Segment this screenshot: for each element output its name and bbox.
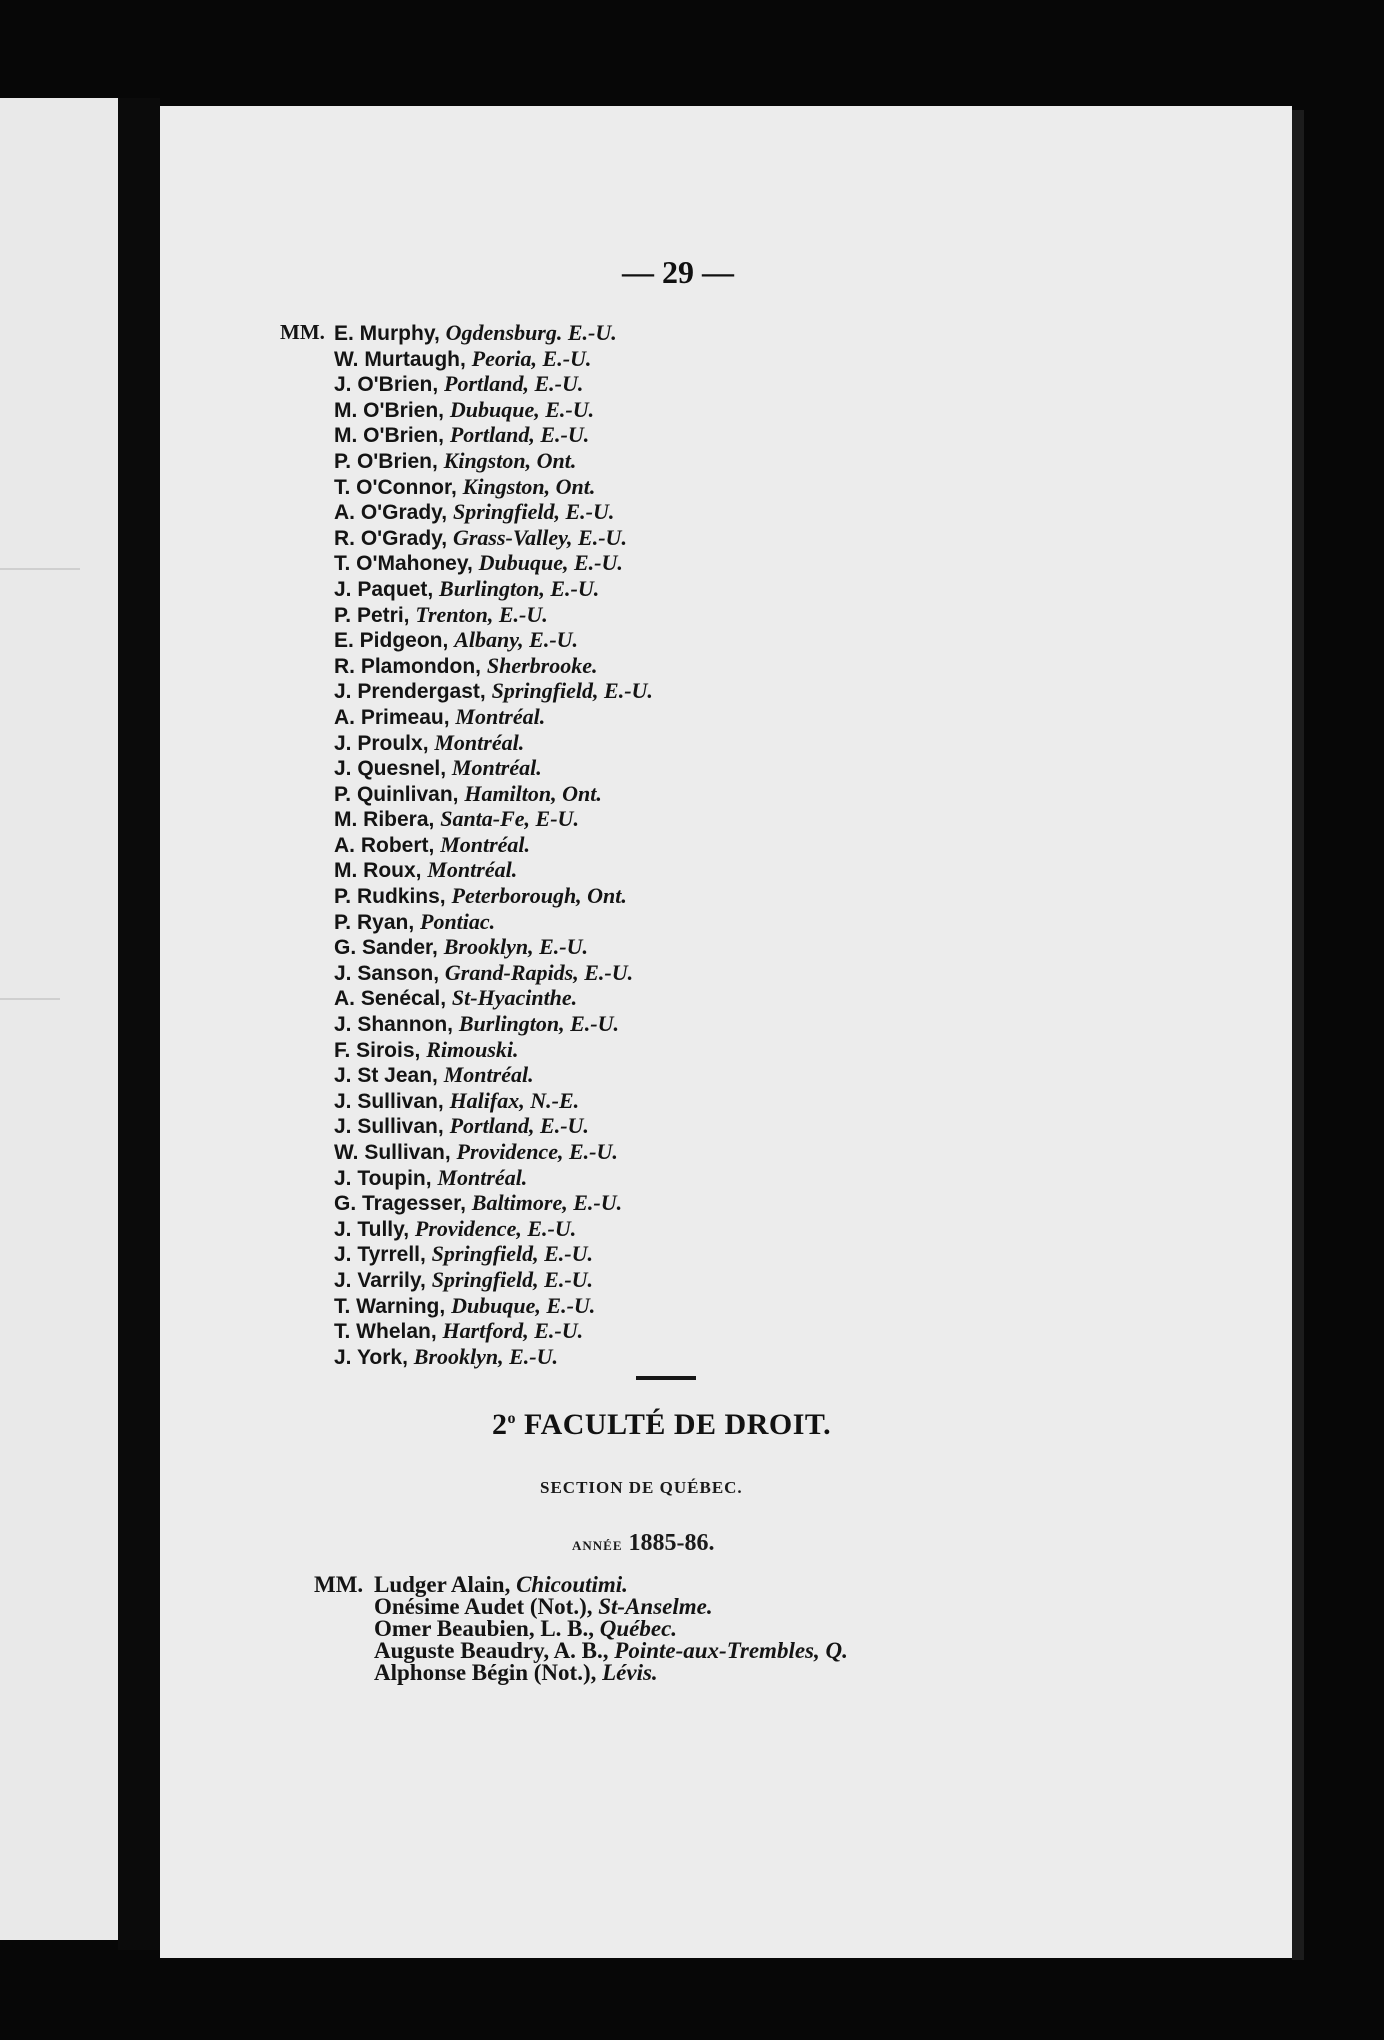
person-name: P. Petri, <box>334 603 410 627</box>
list-item <box>334 704 653 730</box>
person-name: J. Prendergast, <box>334 680 486 704</box>
facing-page-bleed-mark <box>0 998 60 1000</box>
person-place: Montréal. <box>427 857 518 883</box>
page-number: — 29 — <box>622 254 734 290</box>
list-item <box>334 371 653 397</box>
person-name: P. Rudkins, <box>334 885 446 909</box>
person-place: Rimouski. <box>426 1036 519 1062</box>
list-item <box>334 678 653 704</box>
facing-page-bleed-mark <box>0 568 80 570</box>
list-item <box>334 1088 653 1114</box>
list-item <box>334 1113 653 1139</box>
person-name: M. Ribera, <box>334 808 435 832</box>
list-item <box>334 602 653 628</box>
book-gutter <box>118 98 160 1950</box>
person-name: M. O'Brien, <box>334 398 445 422</box>
section-subtitle: SECTION DE QUÉBEC. <box>540 1478 743 1497</box>
page-edge-shadow <box>1292 110 1304 1960</box>
person-place: Montréal. <box>451 755 542 781</box>
list-item <box>334 806 653 832</box>
person-place: Sherbrooke. <box>486 652 598 678</box>
person-place: Dubuque, E.-U. <box>449 396 595 422</box>
person-place: Kingston, Ont. <box>462 473 596 499</box>
person-place: Portland, E.-U. <box>449 422 590 448</box>
list-item <box>334 627 653 653</box>
person-place: Albany, E.-U. <box>454 627 579 653</box>
person-name: J. Sanson, <box>334 961 440 985</box>
year-label: ANNÉE <box>572 1538 623 1553</box>
list-item <box>334 1241 653 1267</box>
list-item <box>334 985 653 1011</box>
list-item <box>334 550 653 576</box>
person-place: Providence, E.-U. <box>414 1215 577 1241</box>
person-name: R. Plamondon, <box>334 654 481 678</box>
person-name: J. Shannon, <box>334 1013 454 1037</box>
person-place: Springfield, E.-U. <box>491 678 653 704</box>
person-name: J. Quesnel, <box>334 757 447 781</box>
person-place: Grand-Rapids, E.-U. <box>444 959 634 985</box>
person-name: T. O'Connor, <box>334 475 457 499</box>
list-item <box>334 781 653 807</box>
academic-year <box>572 1530 772 1557</box>
list-item <box>334 525 653 551</box>
list-item <box>374 1618 848 1640</box>
person-place: Ogdensburg. E.-U. <box>445 320 617 345</box>
person-place: Brooklyn, E.-U. <box>413 1343 559 1369</box>
list-item <box>334 576 653 602</box>
list-item <box>374 1596 848 1618</box>
person-place: St-Anselme. <box>598 1594 713 1619</box>
person-name: Alphonse Bégin (Not.), <box>374 1660 597 1685</box>
person-name: A. O'Grady, <box>334 501 448 525</box>
person-name: Onésime Audet (Not.), <box>374 1594 593 1619</box>
list-item <box>334 448 653 474</box>
person-place: Pointe-aux-Trembles, Q. <box>614 1638 848 1663</box>
person-name: J. Toupin, <box>334 1166 432 1190</box>
person-name: E. Murphy, <box>334 322 440 345</box>
list-item <box>334 422 653 448</box>
section-divider <box>636 1376 696 1380</box>
person-name: F. Sirois, <box>334 1038 421 1062</box>
person-name: A. Primeau, <box>334 705 450 729</box>
person-name: J. Sullivan, <box>334 1115 444 1139</box>
person-name: W. Sullivan, <box>334 1141 451 1164</box>
list-item <box>334 1267 653 1293</box>
list-item <box>334 1062 653 1088</box>
list-item <box>334 1139 653 1165</box>
list-item <box>334 755 653 781</box>
person-name: J. Tully, <box>334 1217 410 1241</box>
person-name: G. Sander, <box>334 936 438 960</box>
section-title-text: FACULTÉ DE DROIT. <box>524 1408 832 1441</box>
list-item <box>334 1216 653 1242</box>
facing-page-edge <box>0 98 118 1940</box>
list-item <box>334 1190 653 1216</box>
person-place: Brooklyn, E.-U. <box>443 934 588 960</box>
section-heading <box>492 1408 832 1442</box>
person-name: J. Varrily, <box>334 1268 426 1292</box>
list-item <box>334 960 653 986</box>
list-item <box>334 346 653 372</box>
list-item <box>314 1572 848 1597</box>
person-place: Québec. <box>599 1616 678 1641</box>
section-number: 2 <box>492 1408 508 1441</box>
person-place: Grass-Valley, E.-U. <box>452 524 627 550</box>
person-place: Montréal. <box>434 729 525 755</box>
law-student-list <box>314 1572 848 1685</box>
person-place: Providence, E.-U. <box>456 1139 618 1164</box>
person-place: Burlington, E.-U. <box>439 575 600 601</box>
person-place: Dubuque, E.-U. <box>478 550 623 576</box>
person-place: Springfield, E.-U. <box>431 1266 594 1292</box>
person-place: Montréal. <box>455 703 546 729</box>
person-name: P. O'Brien, <box>334 449 438 473</box>
list-item <box>280 320 653 346</box>
person-place: Springfield, E.-U. <box>431 1241 594 1267</box>
person-place: Baltimore, E.-U. <box>471 1190 623 1216</box>
list-item <box>334 832 653 858</box>
student-list <box>280 320 653 1369</box>
person-place: Santa-Fe, E-U. <box>440 806 579 832</box>
list-item <box>374 1640 848 1662</box>
person-place: Burlington, E.-U. <box>458 1011 620 1037</box>
person-name: J. O'Brien, <box>334 373 439 397</box>
person-name: Omer Beaubien, L. B., <box>374 1616 595 1641</box>
list-prefix: MM. <box>280 320 325 344</box>
person-place: Springfield, E.-U. <box>452 499 615 525</box>
section-ordinal: o <box>507 1410 516 1427</box>
list-item <box>334 653 653 679</box>
person-name: W. Murtaugh, <box>334 347 466 371</box>
person-place: Hartford, E.-U. <box>442 1318 584 1344</box>
list-item <box>334 883 653 909</box>
person-place: Portland, E.-U. <box>444 371 584 397</box>
person-place: Halifax, N.-E. <box>449 1087 580 1113</box>
person-place: Portland, E.-U. <box>449 1113 589 1139</box>
list-item <box>334 857 653 883</box>
person-place: Montréal. <box>440 831 531 857</box>
list-item <box>334 1011 653 1037</box>
person-place: Peoria, E.-U. <box>471 345 592 371</box>
list-item <box>334 1165 653 1191</box>
person-name: T. O'Mahoney, <box>334 552 473 576</box>
list-prefix: MM. <box>314 1572 364 1597</box>
person-place: Hamilton, Ont. <box>464 780 602 806</box>
list-item <box>334 1037 653 1063</box>
person-place: Kingston, Ont. <box>443 447 577 473</box>
person-name: J. Proulx, <box>334 731 429 755</box>
person-name: E. Pidgeon, <box>334 629 449 653</box>
person-name: P. Ryan, <box>334 910 415 934</box>
person-place: Dubuque, E.-U. <box>451 1292 596 1318</box>
person-name: Ludger Alain, <box>374 1572 511 1597</box>
person-name: A. Senécal, <box>334 987 447 1011</box>
list-item <box>334 909 653 935</box>
person-name: J. St Jean, <box>334 1064 438 1088</box>
person-name: M. Roux, <box>334 859 422 883</box>
person-name: Auguste Beaudry, A. B., <box>374 1638 609 1663</box>
person-place: Chicoutimi. <box>516 1572 628 1597</box>
list-item <box>334 474 653 500</box>
list-item <box>334 1293 653 1319</box>
person-name: J. Paquet, <box>334 577 434 601</box>
person-place: St-Hyacinthe. <box>451 985 578 1011</box>
year-value: 1885-86. <box>628 1530 715 1556</box>
list-item <box>334 1344 653 1370</box>
person-place: Montréal. <box>437 1164 528 1190</box>
list-item <box>334 934 653 960</box>
person-place: Lévis. <box>602 1660 658 1685</box>
person-name: J. Tyrrell, <box>334 1243 426 1267</box>
person-name: R. O'Grady, <box>334 526 448 550</box>
person-name: J. Sullivan, <box>334 1089 444 1113</box>
person-name: G. Tragesser, <box>334 1192 466 1216</box>
person-name: T. Whelan, <box>334 1320 437 1344</box>
person-name: J. York, <box>334 1345 408 1369</box>
list-item <box>334 1318 653 1344</box>
list-item <box>334 397 653 423</box>
person-name: T. Warning, <box>334 1294 446 1318</box>
person-place: Peterborough, Ont. <box>451 883 627 909</box>
list-item <box>374 1662 848 1684</box>
person-place: Montréal. <box>443 1062 534 1088</box>
person-place: Trenton, E.-U. <box>415 601 548 627</box>
person-name: M. O'Brien, <box>334 424 445 448</box>
person-name: A. Robert, <box>334 833 435 857</box>
person-name: P. Quinlivan, <box>334 782 459 806</box>
person-place: Pontiac. <box>420 908 496 934</box>
list-item <box>334 499 653 525</box>
list-item <box>334 730 653 756</box>
